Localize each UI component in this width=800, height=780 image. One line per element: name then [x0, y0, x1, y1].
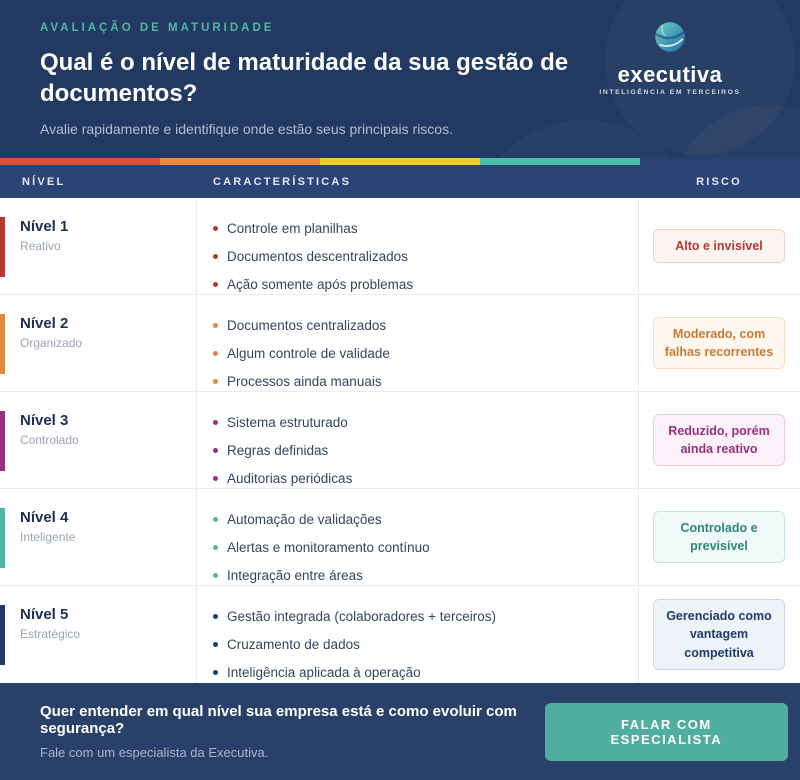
- characteristic-text: Documentos centralizados: [227, 318, 387, 333]
- characteristics-cell: [196, 586, 638, 683]
- characteristic-item: [213, 637, 628, 652]
- risk-badge: Gerenciado como vantagem competitiva: [653, 599, 785, 669]
- characteristic-text: Algum controle de validade: [227, 346, 390, 361]
- characteristic-item: [213, 540, 628, 555]
- risk-badge: Alto e invisível: [653, 229, 785, 263]
- characteristic-item: [213, 277, 628, 292]
- table-header: [0, 165, 800, 198]
- level-title: Nível 2: [20, 315, 69, 332]
- bullet-dot: [213, 614, 218, 619]
- table-row: [0, 392, 800, 489]
- characteristic-item: [213, 415, 628, 430]
- risk-cell: [638, 392, 800, 488]
- level-title: Nível 3: [20, 412, 69, 429]
- characteristic-text: Documentos descentralizados: [227, 249, 408, 264]
- level-label: Organizado: [20, 336, 83, 350]
- characteristic-item: [213, 665, 628, 680]
- footer-question: Quer entender em qual nível sua empresa está e como evoluir com segurança?: [40, 703, 517, 737]
- executiva-logo: [595, 18, 745, 96]
- characteristic-text: Inteligência aplicada à operação: [227, 665, 421, 680]
- level-cell: [0, 586, 196, 683]
- bullet-dot: [213, 517, 218, 522]
- characteristics-cell: [196, 392, 638, 488]
- bullet-dot: [213, 545, 218, 550]
- characteristic-text: Controle em planilhas: [227, 221, 358, 236]
- characteristic-text: Sistema estruturado: [227, 415, 348, 430]
- level-accent-bar: [0, 605, 5, 665]
- bullet-dot: [213, 670, 218, 675]
- risk-cell: [638, 586, 800, 683]
- level-accent-bar: [0, 314, 5, 374]
- level-label: Inteligente: [20, 530, 76, 544]
- characteristic-text: Ação somente após problemas: [227, 277, 414, 292]
- table-row: [0, 586, 800, 683]
- level-accent-bar: [0, 508, 5, 568]
- characteristic-item: [213, 374, 628, 389]
- characteristic-text: Cruzamento de dados: [227, 637, 360, 652]
- bullet-dot: [213, 323, 218, 328]
- level-label: Reativo: [20, 239, 61, 253]
- globe-swirl-icon: [651, 43, 689, 60]
- page-title: Qual é o nível de maturidade da sua gestão de documentos?: [40, 49, 569, 107]
- color-stripe: [0, 158, 800, 165]
- table-row: [0, 295, 800, 392]
- bullet-dot: [213, 476, 218, 481]
- characteristic-text: Gestão integrada (colaboradores + terceiros): [227, 609, 497, 624]
- stripe-segment: [480, 158, 640, 165]
- stripe-segment: [320, 158, 480, 165]
- risk-badge: Moderado, com falhas recorrentes: [653, 317, 785, 369]
- bullet-dot: [213, 448, 218, 453]
- risk-badge: Reduzido, porém ainda reativo: [653, 414, 785, 466]
- characteristic-text: Integração entre áreas: [227, 568, 363, 583]
- characteristics-cell: [196, 489, 638, 585]
- page-subtitle: Avalie rapidamente e identifique onde estão seus principais riscos.: [40, 121, 453, 137]
- stripe-segment: [0, 158, 160, 165]
- risk-cell: [638, 489, 800, 585]
- footer-subtext: Fale com um especialista da Executiva.: [40, 745, 269, 760]
- logo-name: executiva: [617, 62, 723, 87]
- bullet-dot: [213, 282, 218, 287]
- characteristic-text: Automação de validações: [227, 512, 382, 527]
- level-accent-bar: [0, 217, 5, 277]
- level-title: Nível 1: [20, 218, 69, 235]
- level-title: Nível 4: [20, 509, 69, 526]
- stripe-segment: [160, 158, 320, 165]
- bullet-dot: [213, 226, 218, 231]
- level-cell: [0, 392, 196, 488]
- talk-to-specialist-button[interactable]: FALAR COM ESPECIALISTA: [545, 703, 788, 761]
- level-cell: [0, 198, 196, 294]
- stripe-segment: [640, 158, 800, 165]
- bullet-dot: [213, 379, 218, 384]
- level-cell: [0, 295, 196, 391]
- characteristic-item: [213, 609, 628, 624]
- risk-cell: [638, 198, 800, 294]
- bullet-dot: [213, 642, 218, 647]
- level-cell: [0, 489, 196, 585]
- characteristic-text: Alertas e monitoramento contínuo: [227, 540, 430, 555]
- characteristic-text: Processos ainda manuais: [227, 374, 382, 389]
- level-title: Nível 5: [20, 606, 69, 623]
- characteristic-item: [213, 471, 628, 486]
- bullet-dot: [213, 351, 218, 356]
- characteristic-text: Regras definidas: [227, 443, 329, 458]
- characteristic-item: [213, 221, 628, 236]
- column-header-level: NÍVEL: [22, 175, 66, 188]
- maturity-table-body: [0, 198, 800, 683]
- table-row: [0, 489, 800, 586]
- page-header: [0, 0, 800, 158]
- logo-tagline: INTELIGÊNCIA EM TERCEIROS: [599, 89, 741, 96]
- characteristics-cell: [196, 295, 638, 391]
- characteristic-item: [213, 249, 628, 264]
- characteristic-item: [213, 346, 628, 361]
- characteristic-item: [213, 443, 628, 458]
- column-header-characteristics: CARACTERÍSTICAS: [213, 175, 352, 188]
- characteristic-item: [213, 318, 628, 333]
- header-eyebrow: AVALIAÇÃO DE MATURIDADE: [40, 22, 275, 34]
- level-label: Estratégico: [20, 627, 81, 641]
- table-row: [0, 198, 800, 295]
- level-label: Controlado: [20, 433, 79, 447]
- column-header-risk: RISCO: [696, 175, 742, 188]
- characteristics-cell: [196, 198, 638, 294]
- bullet-dot: [213, 254, 218, 259]
- bullet-dot: [213, 420, 218, 425]
- level-accent-bar: [0, 411, 5, 471]
- cta-footer: [0, 683, 800, 780]
- characteristic-text: Auditorias periódicas: [227, 471, 353, 486]
- risk-cell: [638, 295, 800, 391]
- characteristic-item: [213, 512, 628, 527]
- footer-text-block: [40, 703, 545, 760]
- characteristic-item: [213, 568, 628, 583]
- risk-badge: Controlado e previsível: [653, 511, 785, 563]
- bullet-dot: [213, 573, 218, 578]
